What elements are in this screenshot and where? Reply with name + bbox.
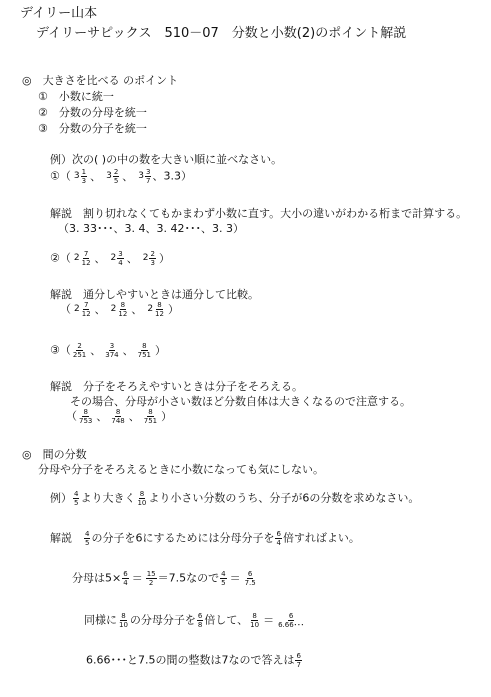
point-item-denominator: ② 分数の分母を統一 (38, 106, 147, 119)
question-2: ②（ 2 $\frac{7}{12}$ 、 2 $\frac{3}{4}$ 、 2 $\frac{2}{3}$ ） (50, 250, 170, 267)
question-1: ①（ 3 $\frac{1}{3}$ 、 3 $\frac{2}{5}$ 、 3 $\frac{3}{7}$ 、3.3） (50, 168, 192, 185)
question-3: ③（ $\frac{2}{251}$ 、 $\frac{3}{374}$ 、 $\frac{8}{751}$ ） (50, 342, 166, 359)
mixed-whole: 3 (106, 171, 112, 181)
fraction: $\frac{15}{2}$ (146, 570, 156, 587)
explanation-between: 解説 $\frac{4}{5}$ の分子を6にするためには分母分子を $\frac{6}{4}$ 倍すればよい。 (50, 530, 360, 547)
example-between: 例） $\frac{4}{5}$ より大きく $\frac{8}{10}$ より小さい分数のうち、分子が6の分数を求めなさい。 (50, 490, 420, 507)
fraction: $\frac{3}{7}$ (146, 168, 151, 185)
fraction: $\frac{6}{7.5}$ (244, 570, 256, 587)
question-1-label: ①（ (50, 169, 71, 183)
page-title: デイリーサピックス 510－07 分数と小数(2)のポイント解説 (36, 26, 407, 41)
fraction: $\frac{6}{4}$ (276, 530, 281, 547)
explanation-3: 解説 分子をそろえやすいときは分子をそろえる。 (50, 380, 303, 393)
section-note: 分母や分子をそろえるときに小数になっても気にしない。 (38, 463, 324, 476)
fraction: $\frac{3}{4}$ (118, 250, 123, 267)
fraction: $\frac{8}{10}$ (137, 490, 147, 507)
fraction: $\frac{6}{4}$ (123, 570, 128, 587)
explanation-3-answer: （ $\frac{8}{753}$ 、 $\frac{8}{748}$ 、 $\frac{8}{751}$ ） (66, 408, 173, 425)
fraction: $\frac{8}{10}$ (119, 612, 128, 629)
point-item-decimal: ① 小数に統一 (38, 90, 114, 103)
point-item-numerator: ③ 分数の分子を統一 (38, 122, 147, 135)
fraction: $\frac{8}{751}$ (137, 342, 151, 359)
fraction: $\frac{2}{251}$ (72, 342, 87, 359)
explanation-1-answer: （3. 33･･･、3. 4、3. 42･･･、3. 3） (58, 222, 244, 235)
section-heading-between: ◎ 間の分数 (22, 448, 87, 461)
fraction: $\frac{2}{5}$ (113, 168, 119, 185)
conclusion: 6.66･･･と7.5の間の整数は7なので答えは $\frac{6}{7}$ (86, 652, 301, 669)
example-instruction: 例）次の( )の中の数を大きい順に並べなさい。 (50, 153, 283, 166)
question-3-label: ③（ (50, 343, 71, 357)
explanation-3-note: その場合、分母が小さい数ほど分数自体は大きくなるので注意する。 (70, 395, 411, 408)
section-heading-compare: ◎ 大きさを比べる のポイント (22, 74, 179, 87)
mixed-whole: 3 (138, 171, 145, 181)
explanation-1: 解説 割り切れなくてもかまわず小数に直す。大小の違いがわかる桁まで計算する。 (50, 207, 468, 220)
fraction: $\frac{4}{5}$ (221, 570, 226, 587)
explanation-2-answer: （ 2 $\frac{7}{12}$ 、 2 $\frac{8}{12}$ 、 2 $\frac{8}{12}$ ） (60, 301, 179, 318)
fraction: $\frac{8}{748}$ (111, 408, 125, 425)
brand-name: デイリー山本 (20, 6, 98, 21)
fraction: $\frac{1}{3}$ (81, 168, 87, 185)
calculation-similar: 同様に $\frac{8}{10}$ の分母分子を $\frac{6}{8}$ 倍して、 $\frac{8}{10}$ ＝ $\frac{6}{6.66･･･}$ (84, 612, 305, 629)
fraction: $\frac{8}{12}$ (118, 301, 128, 318)
fraction: $\frac{4}{5}$ (85, 530, 90, 547)
fraction: $\frac{8}{753}$ (79, 408, 93, 425)
mixed-whole: 3 (73, 171, 80, 181)
question-2-label: ②（ (50, 251, 71, 265)
explanation-2: 解説 通分しやすいときは通分して比較。 (50, 288, 259, 301)
fraction: $\frac{3}{374}$ (105, 342, 119, 359)
calculation-denominator: 分母は5× $\frac{6}{4}$ ＝ $\frac{15}{2}$ ＝7.5なので $\frac{4}{5}$ ＝ $\frac{6}{7.5}$ (72, 570, 256, 587)
fraction: $\frac{7}{12}$ (81, 250, 91, 267)
fraction-answer: $\frac{6}{7}$ (296, 652, 301, 669)
fraction: $\frac{8}{12}$ (155, 301, 164, 318)
fraction: $\frac{2}{3}$ (150, 250, 155, 267)
fraction: $\frac{6}{6.66･･･}$ (278, 612, 305, 629)
fraction: $\frac{4}{5}$ (74, 490, 79, 507)
fraction: $\frac{8}{751}$ (143, 408, 158, 425)
fraction: $\frac{6}{8}$ (197, 612, 203, 629)
fraction: $\frac{8}{10}$ (250, 612, 260, 629)
fraction: $\frac{7}{12}$ (81, 301, 91, 318)
